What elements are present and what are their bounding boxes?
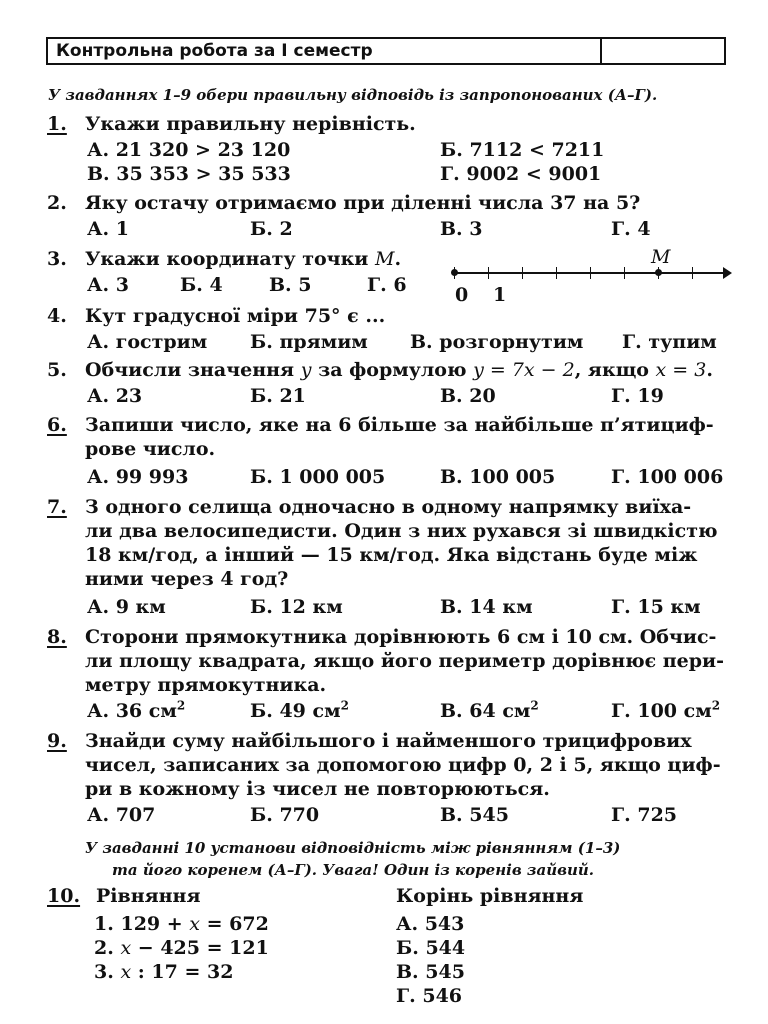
question-number: 9. bbox=[47, 730, 67, 752]
equation-part: : 17 = 32 bbox=[131, 961, 234, 983]
question-number: 7. bbox=[47, 496, 67, 518]
answer-option: Г. 4 bbox=[611, 218, 651, 240]
number-line bbox=[454, 272, 728, 274]
superscript: 2 bbox=[176, 698, 186, 713]
question-number: 8. bbox=[47, 626, 67, 648]
root-option: А. 543 bbox=[396, 913, 465, 935]
root-option: Б. 544 bbox=[396, 937, 466, 959]
point-m bbox=[655, 269, 662, 276]
answer-option bbox=[250, 700, 349, 722]
arrow-head bbox=[723, 267, 732, 279]
roots-header: Корінь рівняння bbox=[396, 885, 584, 907]
question-number: 5. bbox=[47, 359, 67, 381]
question-number: 2. bbox=[47, 192, 67, 214]
question-number: 4. bbox=[47, 305, 67, 327]
tick-mark bbox=[624, 267, 625, 279]
question-text: Яку остачу отримаємо при діленні числа 37 на 5? bbox=[85, 192, 641, 214]
tick-mark bbox=[590, 267, 591, 279]
answer-option: Г. 19 bbox=[611, 385, 664, 407]
equation-number: 3. bbox=[94, 961, 114, 983]
formula: x = 3 bbox=[655, 359, 707, 381]
instruction-1-9: У завданнях 1–9 обери правильну відповідь із запропонованих (А–Г). bbox=[48, 86, 658, 104]
question-text: 18 км/год, а інший — 15 км/год. Яка відстань буде між bbox=[85, 544, 698, 566]
variable: x bbox=[120, 937, 132, 959]
answer-option: В. 100 005 bbox=[440, 466, 556, 488]
answer-option: Б. 7112 < 7211 bbox=[440, 139, 605, 161]
variable: x bbox=[120, 961, 132, 983]
question-text-part: . bbox=[394, 248, 402, 270]
question-number: 6. bbox=[47, 414, 67, 436]
number-line-label: 1 bbox=[493, 284, 507, 306]
tick-mark bbox=[454, 267, 455, 279]
question-text-part: . bbox=[706, 359, 713, 381]
answer-option: В. 20 bbox=[440, 385, 496, 407]
variable: x bbox=[189, 913, 200, 935]
answer-option: А. гострим bbox=[87, 331, 208, 353]
answer-option: Б. 21 bbox=[250, 385, 306, 407]
equations-header: Рівняння bbox=[96, 885, 201, 907]
question-number: 3. bbox=[47, 248, 67, 270]
question-text-part: Обчисли значення bbox=[85, 359, 295, 381]
equation-number: 2. bbox=[94, 937, 114, 959]
root-option: В. 545 bbox=[396, 961, 465, 983]
tick-mark bbox=[488, 267, 489, 279]
equation-part: = 672 bbox=[200, 913, 269, 935]
equation bbox=[94, 961, 233, 983]
header-blank-cell bbox=[602, 39, 724, 63]
answer-option: В. розгорнутим bbox=[410, 331, 584, 353]
answer-option: Б. 2 bbox=[250, 218, 293, 240]
formula: y = 7x − 2 bbox=[473, 359, 575, 381]
answer-option: Б. 4 bbox=[180, 274, 223, 296]
answer-option: В. 5 bbox=[269, 274, 312, 296]
answer-option: А. 99 993 bbox=[87, 466, 189, 488]
question-text: Укажи правильну нерівність. bbox=[85, 113, 416, 135]
question-text-part: за формулою bbox=[318, 359, 467, 381]
variable: M bbox=[375, 248, 395, 270]
question-number: 1. bbox=[47, 113, 67, 135]
answer-option: Г. 15 км bbox=[611, 596, 701, 618]
question-text: З одного селища одночасно в одному напрямку виїха- bbox=[85, 496, 692, 518]
answer-option: В. 14 км bbox=[440, 596, 533, 618]
tick-mark bbox=[556, 267, 557, 279]
superscript: 2 bbox=[711, 698, 721, 713]
equation bbox=[94, 937, 269, 959]
tick-mark bbox=[522, 267, 523, 279]
answer-option: Г. 100 006 bbox=[611, 466, 724, 488]
answer-option: В. 545 bbox=[440, 804, 509, 826]
number-line-label: 0 bbox=[455, 284, 469, 306]
answer-option: А. 23 bbox=[87, 385, 143, 407]
answer-option: Г. 6 bbox=[367, 274, 407, 296]
answer-option-text: В. 64 см bbox=[440, 700, 531, 722]
answer-option: А. 21 320 > 23 120 bbox=[87, 139, 291, 161]
variable: M bbox=[651, 246, 671, 268]
answer-option bbox=[611, 700, 720, 722]
equation-part: − 425 = 121 bbox=[131, 937, 269, 959]
instruction-10-line: та його коренем (А–Г). Увага! Один із коренів зайвий. bbox=[112, 861, 594, 879]
answer-option: Г. 9002 < 9001 bbox=[440, 163, 602, 185]
superscript: 2 bbox=[530, 698, 539, 713]
answer-option-text: Г. 100 см bbox=[611, 700, 712, 722]
answer-option-text: Б. 49 см bbox=[250, 700, 341, 722]
question-text: Кут градусної міри 75° є ... bbox=[85, 305, 386, 327]
answer-option: Б. 12 км bbox=[250, 596, 343, 618]
question-text: Знайди суму найбільшого і найменшого трицифрових bbox=[85, 730, 692, 752]
question-text: ли площу квадрата, якщо його периметр дорівнює пери- bbox=[85, 650, 725, 672]
answer-option bbox=[440, 700, 539, 722]
question-text: ними через 4 год? bbox=[85, 568, 289, 590]
tick-mark bbox=[692, 267, 693, 279]
instruction-10-line: У завданні 10 установи відповідність між рівнянням (1–3) bbox=[85, 839, 621, 857]
answer-option bbox=[87, 700, 185, 722]
answer-option: Г. тупим bbox=[622, 331, 717, 353]
question-number: 10. bbox=[47, 885, 81, 907]
question-text: Сторони прямокутника дорівнюють 6 см і 10 см. Обчис- bbox=[85, 626, 717, 648]
answer-option: Б. 770 bbox=[250, 804, 320, 826]
equation bbox=[94, 913, 269, 935]
question-text: Запиши число, яке на 6 більше за найбільше п’ятициф- bbox=[85, 414, 714, 436]
point-m-label bbox=[651, 246, 670, 268]
equation-part: 129 + bbox=[120, 913, 190, 935]
answer-option: А. 3 bbox=[87, 274, 129, 296]
variable: y bbox=[300, 359, 312, 381]
answer-option: А. 9 км bbox=[87, 596, 166, 618]
question-text bbox=[85, 359, 713, 381]
question-text: метру прямокутника. bbox=[85, 674, 327, 696]
question-text: чисел, записаних за допомогою цифр 0, 2 і 5, якщо циф- bbox=[85, 754, 721, 776]
answer-option: В. 35 353 > 35 533 bbox=[87, 163, 291, 185]
question-text: ри в кожному із чисел не повторюються. bbox=[85, 778, 550, 800]
answer-option: Г. 725 bbox=[611, 804, 678, 826]
answer-option: А. 707 bbox=[87, 804, 156, 826]
answer-option-text: А. 36 см bbox=[87, 700, 177, 722]
answer-option: Б. 1 000 005 bbox=[250, 466, 386, 488]
question-text: рове число. bbox=[85, 438, 216, 460]
question-text bbox=[85, 248, 401, 270]
question-text: ли два велосипедисти. Один з них рухався зі швидкістю bbox=[85, 520, 718, 542]
superscript: 2 bbox=[340, 698, 349, 713]
answer-option: В. 3 bbox=[440, 218, 483, 240]
root-option: Г. 546 bbox=[396, 985, 463, 1007]
page-title: Контрольна робота за І семестр bbox=[56, 41, 373, 61]
header-box bbox=[46, 37, 726, 65]
question-text-part: , якщо bbox=[574, 359, 649, 381]
answer-option: Б. прямим bbox=[250, 331, 368, 353]
answer-option: А. 1 bbox=[87, 218, 129, 240]
equation-number: 1. bbox=[94, 913, 114, 935]
question-text-part: Укажи координату точки bbox=[85, 248, 369, 270]
